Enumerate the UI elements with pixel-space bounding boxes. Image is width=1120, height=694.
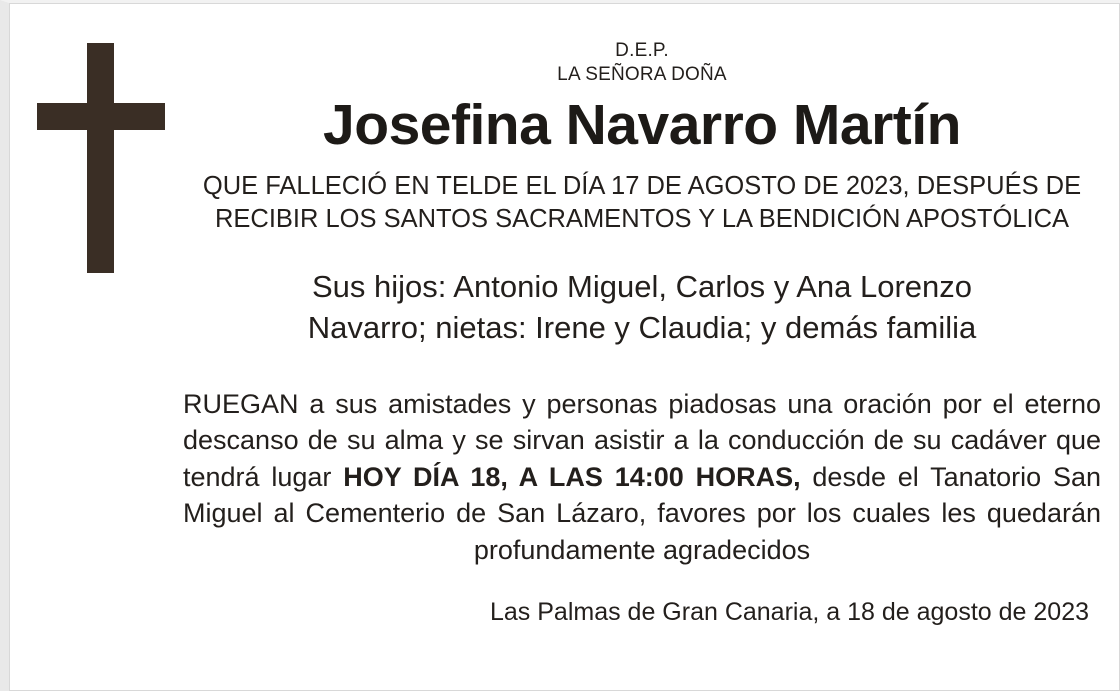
deceased-name: Josefina Navarro Martín (323, 92, 961, 157)
death-statement (177, 170, 1107, 235)
dep-heading (177, 39, 1107, 87)
place-and-date: Las Palmas de Gran Canaria, a 18 de agosto de 2023 (489, 598, 1089, 627)
death-statement-line-1: QUE FALLECIÓ EN TELDE EL DÍA 17 DE AGOSTO DE 2023, DESPUÉS DE (202, 172, 1082, 201)
funeral-details-part-1: RUEGAN a sus amistades y personas piadosas una oración por el eterno descanso de su alma y se sirvan asistir a la conducción de su cadáver que tendrá lugar (183, 388, 1101, 492)
funeral-details (177, 386, 1107, 568)
funeral-details-part-2: desde el Tanatorio San Miguel al Cementerio de San Lázaro, favores por los cuales les quedarán profundamente agradecidos (183, 461, 1102, 565)
cross-vertical-bar (87, 43, 114, 273)
funeral-time-highlight: HOY DÍA 18, A LAS 14:00 HORAS, (343, 461, 801, 492)
family-line-1: Sus hijos: Antonio Miguel, Carlos y Ana Lorenzo (312, 269, 972, 305)
dep-abbreviation: D.E.P. (615, 40, 669, 61)
death-statement-line-2: RECIBIR LOS SANTOS SACRAMENTOS Y LA BENDICIÓN APOSTÓLICA (214, 204, 1070, 233)
cross-horizontal-bar (37, 103, 165, 130)
cross-icon (37, 43, 165, 273)
surviving-family (177, 267, 1107, 348)
family-line-2: Navarro; nietas: Irene y Claudia; y demás familia (307, 309, 977, 345)
notice-content (177, 3, 1107, 694)
honorific-line: LA SEÑORA DOÑA (557, 63, 727, 85)
